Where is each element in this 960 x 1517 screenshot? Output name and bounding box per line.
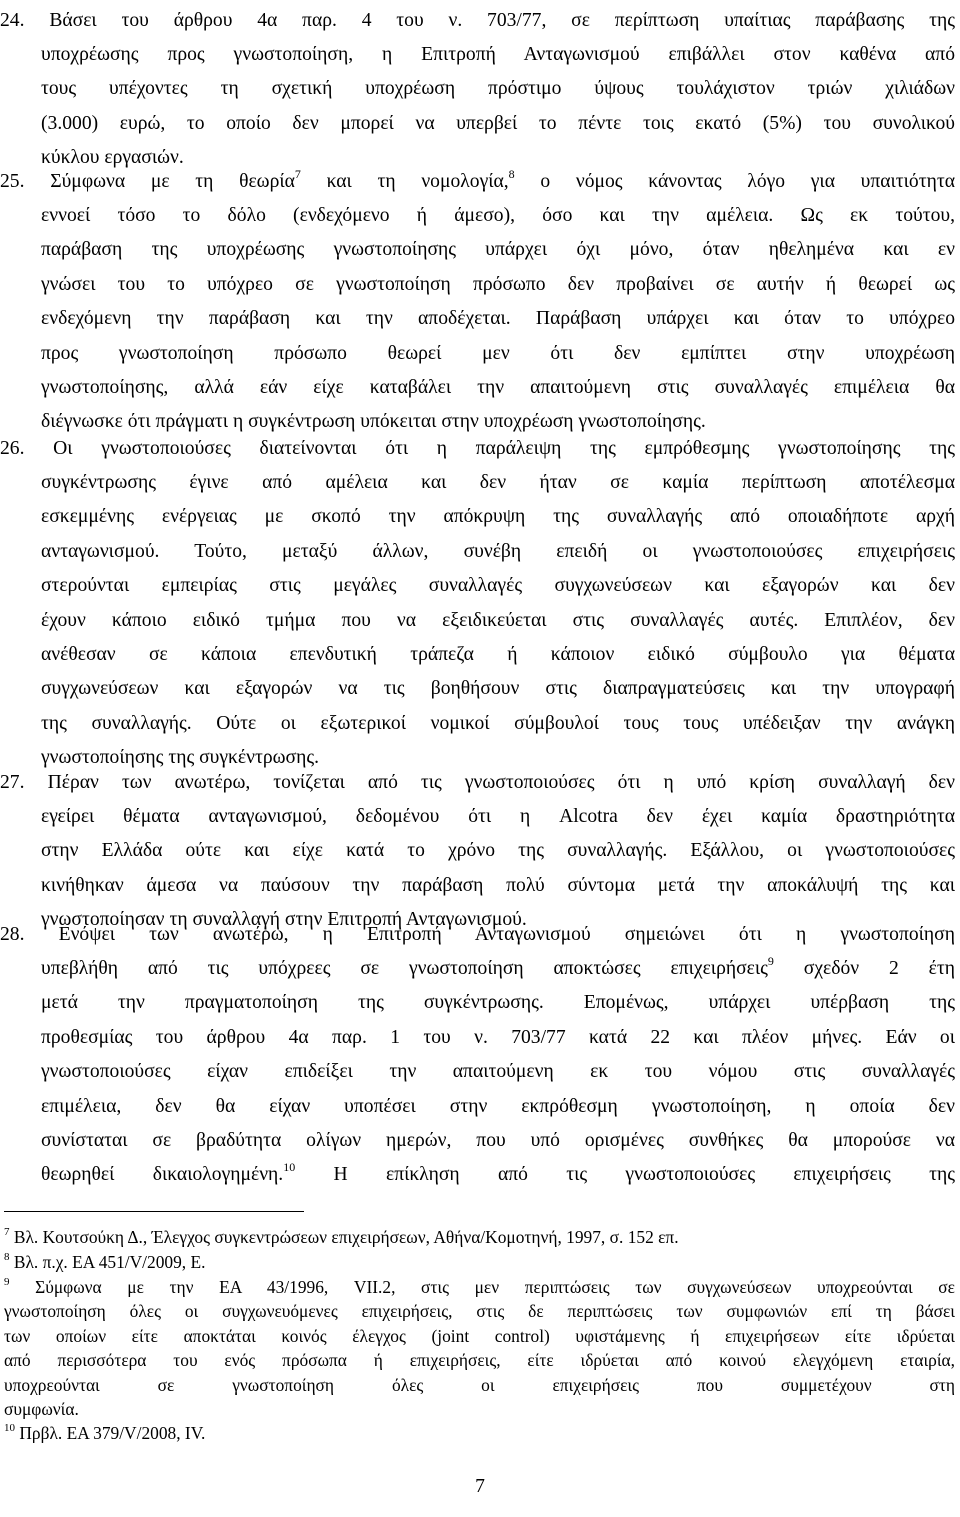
paragraph-line: γνωστοποίησης της συγκέντρωσης. [41, 747, 319, 769]
paragraph-line: εγείρει θέματα ανταγωνισμού, δεδομένου ότι η Alcotra δεν έχει καμία δραστηριότητα [41, 806, 955, 827]
paragraph-27 [0, 766, 955, 800]
line-text: υπεβλήθη από τις υπόχρεες σε γνωστοποίηση αποκτώσες επιχειρήσεις [41, 958, 768, 979]
paragraph-line: συγχωνεύσεων και εξαγορών να τις βοηθήσουν στις διαπραγματεύσεις και την υπογραφή [41, 678, 955, 700]
footnote-line [4, 1225, 955, 1249]
paragraph-line: υποχρέωσης προς γνωστοποίηση, η Επιτροπή Ανταγωνισμού επιβάλλει στον καθένα από [41, 44, 955, 65]
paragraph-28-body [41, 952, 955, 1193]
footnote-text: Πρβλ. ΕΑ 379/V/2008, IV. [19, 1423, 206, 1443]
paragraph-line [41, 1158, 955, 1192]
footnote-8 [4, 1250, 955, 1274]
line-text: ο νόμος κάνοντας λόγο για υπαιτιότητα [514, 171, 955, 192]
paragraph-line: γνωστοποίησαν τη συναλλαγή στην Επιτροπή Ανταγωνισμού. [41, 909, 527, 931]
paragraph-line [0, 432, 955, 466]
footnote-line [4, 1250, 955, 1274]
paragraph-line: προθεσμίας του άρθρου 4α παρ. 1 του ν. 703/77 κατά 22 και πλέον μήνες. Εάν οι [41, 1026, 955, 1048]
footnote-number: 8 [4, 1251, 10, 1263]
paragraph-28 [0, 918, 955, 952]
footnote-7 [4, 1225, 955, 1249]
footnote-number: 7 [4, 1226, 10, 1238]
paragraph-line [0, 766, 955, 800]
paragraph-line [41, 952, 955, 986]
footnote-line [4, 1421, 955, 1445]
paragraph-line: εσκεμμένης ενέργειας με σκοπό την απόκρυψη της συναλλαγής από οποιαδήποτε αρχή [41, 506, 955, 528]
footnote-line: γνωστοποίηση όλες οι συγχωνευόμενες επιχειρήσεις, στις δε περιπτώσεις των συμφωνιών επί τη βάσει [4, 1301, 955, 1322]
paragraph-line: μετά την πραγματοποίηση της συγκέντρωσης. Επομένως, υπάρχει υπέρβαση της [41, 992, 955, 1014]
footnote-9 [4, 1275, 955, 1421]
paragraph-line: παράβαση της υποχρέωσης γνωστοποίησης υπάρχει όχι μόνο, όταν ηθελημένα και εν [41, 239, 955, 261]
paragraph-25 [0, 165, 955, 199]
paragraph-27-body [41, 800, 955, 938]
footnote-line: συμφωνία. [4, 1399, 79, 1420]
paragraph-line: γνωστοποίησης, αλλά εάν είχε καταβάλει την απαιτούμενη στις συναλλαγές επιμέλεια θα [41, 377, 955, 399]
footnote-ref-8[interactable]: 8 [508, 167, 515, 181]
line-text: Ενόψει των ανωτέρω, η Επιτροπή Ανταγωνισμού σημειώνει ότι η γνωστοποίηση [58, 924, 955, 945]
paragraph-line: στερούνται εμπειρίας στις μεγάλες συναλλαγές συγχωνεύσεων και εξαγορών και δεν [41, 575, 955, 597]
footnote-line: υποχρεούνται σε γνωστοποίηση όλες οι επιχειρήσεις που συμμετέχουν στη [4, 1374, 955, 1395]
paragraph-line: επιμέλεια, δεν θα είχαν υποπέσει στην εκπρόθεσμη γνωστοποίηση, η οποία δεν [41, 1095, 955, 1117]
paragraph-line: (3.000) ευρώ, το οποίο δεν μπορεί να υπερβεί το πέντε τοις εκατό (5%) του συνολικού [41, 112, 955, 134]
line-text: και τη νομολογία, [300, 171, 509, 192]
footnote-ref-10[interactable]: 10 [283, 1160, 296, 1175]
paragraph-line: τους υπέχοντες τη σχετική υποχρέωση πρόστιμο ύψους τουλάχιστον τριών χιλιάδων [41, 78, 955, 100]
paragraph-line: συνίσταται σε βραδύτητα ολίγων ημερών, που υπό ορισμένες συνθήκες θα μπορούσε να [41, 1130, 955, 1152]
footnote-line: από περισσότερα του ενός πρόσωπα ή επιχειρήσεις, είτε ιδρύεται από κοινού ελεγχόμενη εταιρία, [4, 1350, 955, 1371]
page-number: 7 [475, 1476, 485, 1497]
line-text: Βάσει του άρθρου 4α παρ. 4 του ν. 703/77, σε περίπτωση υπαίτιας παράβασης της [49, 10, 955, 31]
paragraph-line: κινήθηκαν άμεσα να παύσουν την παράβαση πολύ σύντομα μετά την αποκάλυψή της και [41, 874, 955, 896]
footnote-text: Βλ. π.χ. ΕΑ 451/V/2009, Ε. [13, 1252, 206, 1272]
paragraph-26-body [41, 466, 955, 776]
paragraph-line: ανταγωνισμού. Τούτο, μεταξύ άλλων, συνέβη επειδή οι γνωστοποιούσες επιχειρήσεις [41, 540, 955, 562]
paragraph-number: 26. [0, 438, 25, 459]
line-text: σχεδόν 2 έτη [773, 958, 955, 979]
paragraph-line: στην Ελλάδα ούτε και είχε κατά το χρόνο της συναλλαγής. Εξάλλου, οι γνωστοποιούσες [41, 840, 955, 862]
paragraph-line: γνώσει του το υπόχρεο σε γνωστοποίηση πρόσωπο δεν προβαίνει σε αυτήν ή θεωρεί ως [41, 273, 955, 295]
line-text: Πέραν των ανωτέρω, τονίζεται από τις γνωστοποιούσες ότι η υπό κρίση συναλλαγή δεν [47, 772, 955, 793]
paragraph-line: γνωστοποιούσες είχαν επιδείξει την απαιτούμενη εκ του νόμου στις συναλλαγές [41, 1061, 955, 1083]
footnote-line [4, 1275, 955, 1299]
footnote-10 [4, 1421, 955, 1445]
paragraph-number: 24. [0, 10, 25, 31]
paragraph-line [0, 165, 955, 199]
paragraph-number: 25. [0, 171, 25, 192]
footnote-text: Βλ. Κουτσούκη Δ., Έλεγχος συγκεντρώσεων επιχειρήσεων, Αθήνα/Κομοτηνή, 1997, σ. 152 επ. [13, 1227, 679, 1247]
paragraph-line [0, 918, 955, 952]
line-text: Οι γνωστοποιούσες διατείνονται ότι η παράλειψη της εμπρόθεσμης γνωστοποίησης της [53, 438, 955, 459]
paragraph-line: κύκλου εργασιών. [41, 147, 184, 169]
paragraph-line: ενδεχόμενη την παράβαση και την αποδέχεται. Παράβαση υπάρχει και όταν το υπόχρεο [41, 308, 955, 330]
footnote-text: Σύμφωνα με την ΕΑ 43/1996, VII.2, στις μεν περιπτώσεις των συγχωνεύσεων υποχρεούνται σε [35, 1277, 955, 1297]
line-text: θεωρηθεί δικαιολογημένη. [41, 1164, 284, 1186]
paragraph-line: προς γνωστοποίηση πρόσωπο θεωρεί μεν ότι δεν εμπίπτει στην υποχρέωση [41, 342, 955, 364]
paragraph-line: έχουν κάποιο ειδικό τμήμα που να εξειδικεύεται στις συναλλαγές αυτές. Επιπλέον, δεν [41, 609, 955, 631]
footnote-number: 9 [4, 1276, 10, 1288]
paragraph-line [0, 4, 955, 38]
paragraph-24 [0, 4, 955, 38]
paragraph-line: εννοεί τόσο το δόλο (ενδεχόμενο ή άμεσο), όσο και την αμέλεια. Ως εκ τούτου, [41, 205, 955, 226]
paragraph-line: συγκέντρωσης έγινε από αμέλεια και δεν ήταν σε καμία περίπτωση αποτέλεσμα [41, 472, 955, 493]
footnote-number: 10 [4, 1422, 15, 1434]
footnote-separator [4, 1211, 304, 1212]
paragraph-line: της συναλλαγής. Ούτε οι εξωτερικοί νομικοί σύμβουλοί τους τους υπέδειξαν την ανάγκη [41, 712, 955, 734]
footnote-line: των οποίων είτε αποκτάται κοινός έλεγχος (joint control) υφιστάμενης ή επιχειρήσεων είτε ιδρύεται [4, 1325, 955, 1346]
paragraph-number: 27. [0, 772, 25, 793]
paragraph-25-body [41, 199, 955, 440]
paragraph-line: διέγνωσκε ότι πράγματι η συγκέντρωση υπόκειται στην υποχρέωση γνωστοποίησης. [41, 411, 706, 433]
line-text: Η επίκληση από τις γνωστοποιούσες επιχειρήσεις της [295, 1164, 956, 1186]
paragraph-line: ανέθεσαν σε κάποια επενδυτική τράπεζα ή κάποιον ειδικό σύμβουλο για θέματα [41, 644, 955, 666]
footnote-ref-9[interactable]: 9 [767, 954, 774, 968]
footnote-ref-7[interactable]: 7 [294, 167, 301, 181]
paragraph-24-body [41, 38, 955, 176]
paragraph-26 [0, 432, 955, 466]
line-text: Σύμφωνα με τη θεωρία [50, 171, 295, 192]
paragraph-number: 28. [0, 924, 25, 945]
